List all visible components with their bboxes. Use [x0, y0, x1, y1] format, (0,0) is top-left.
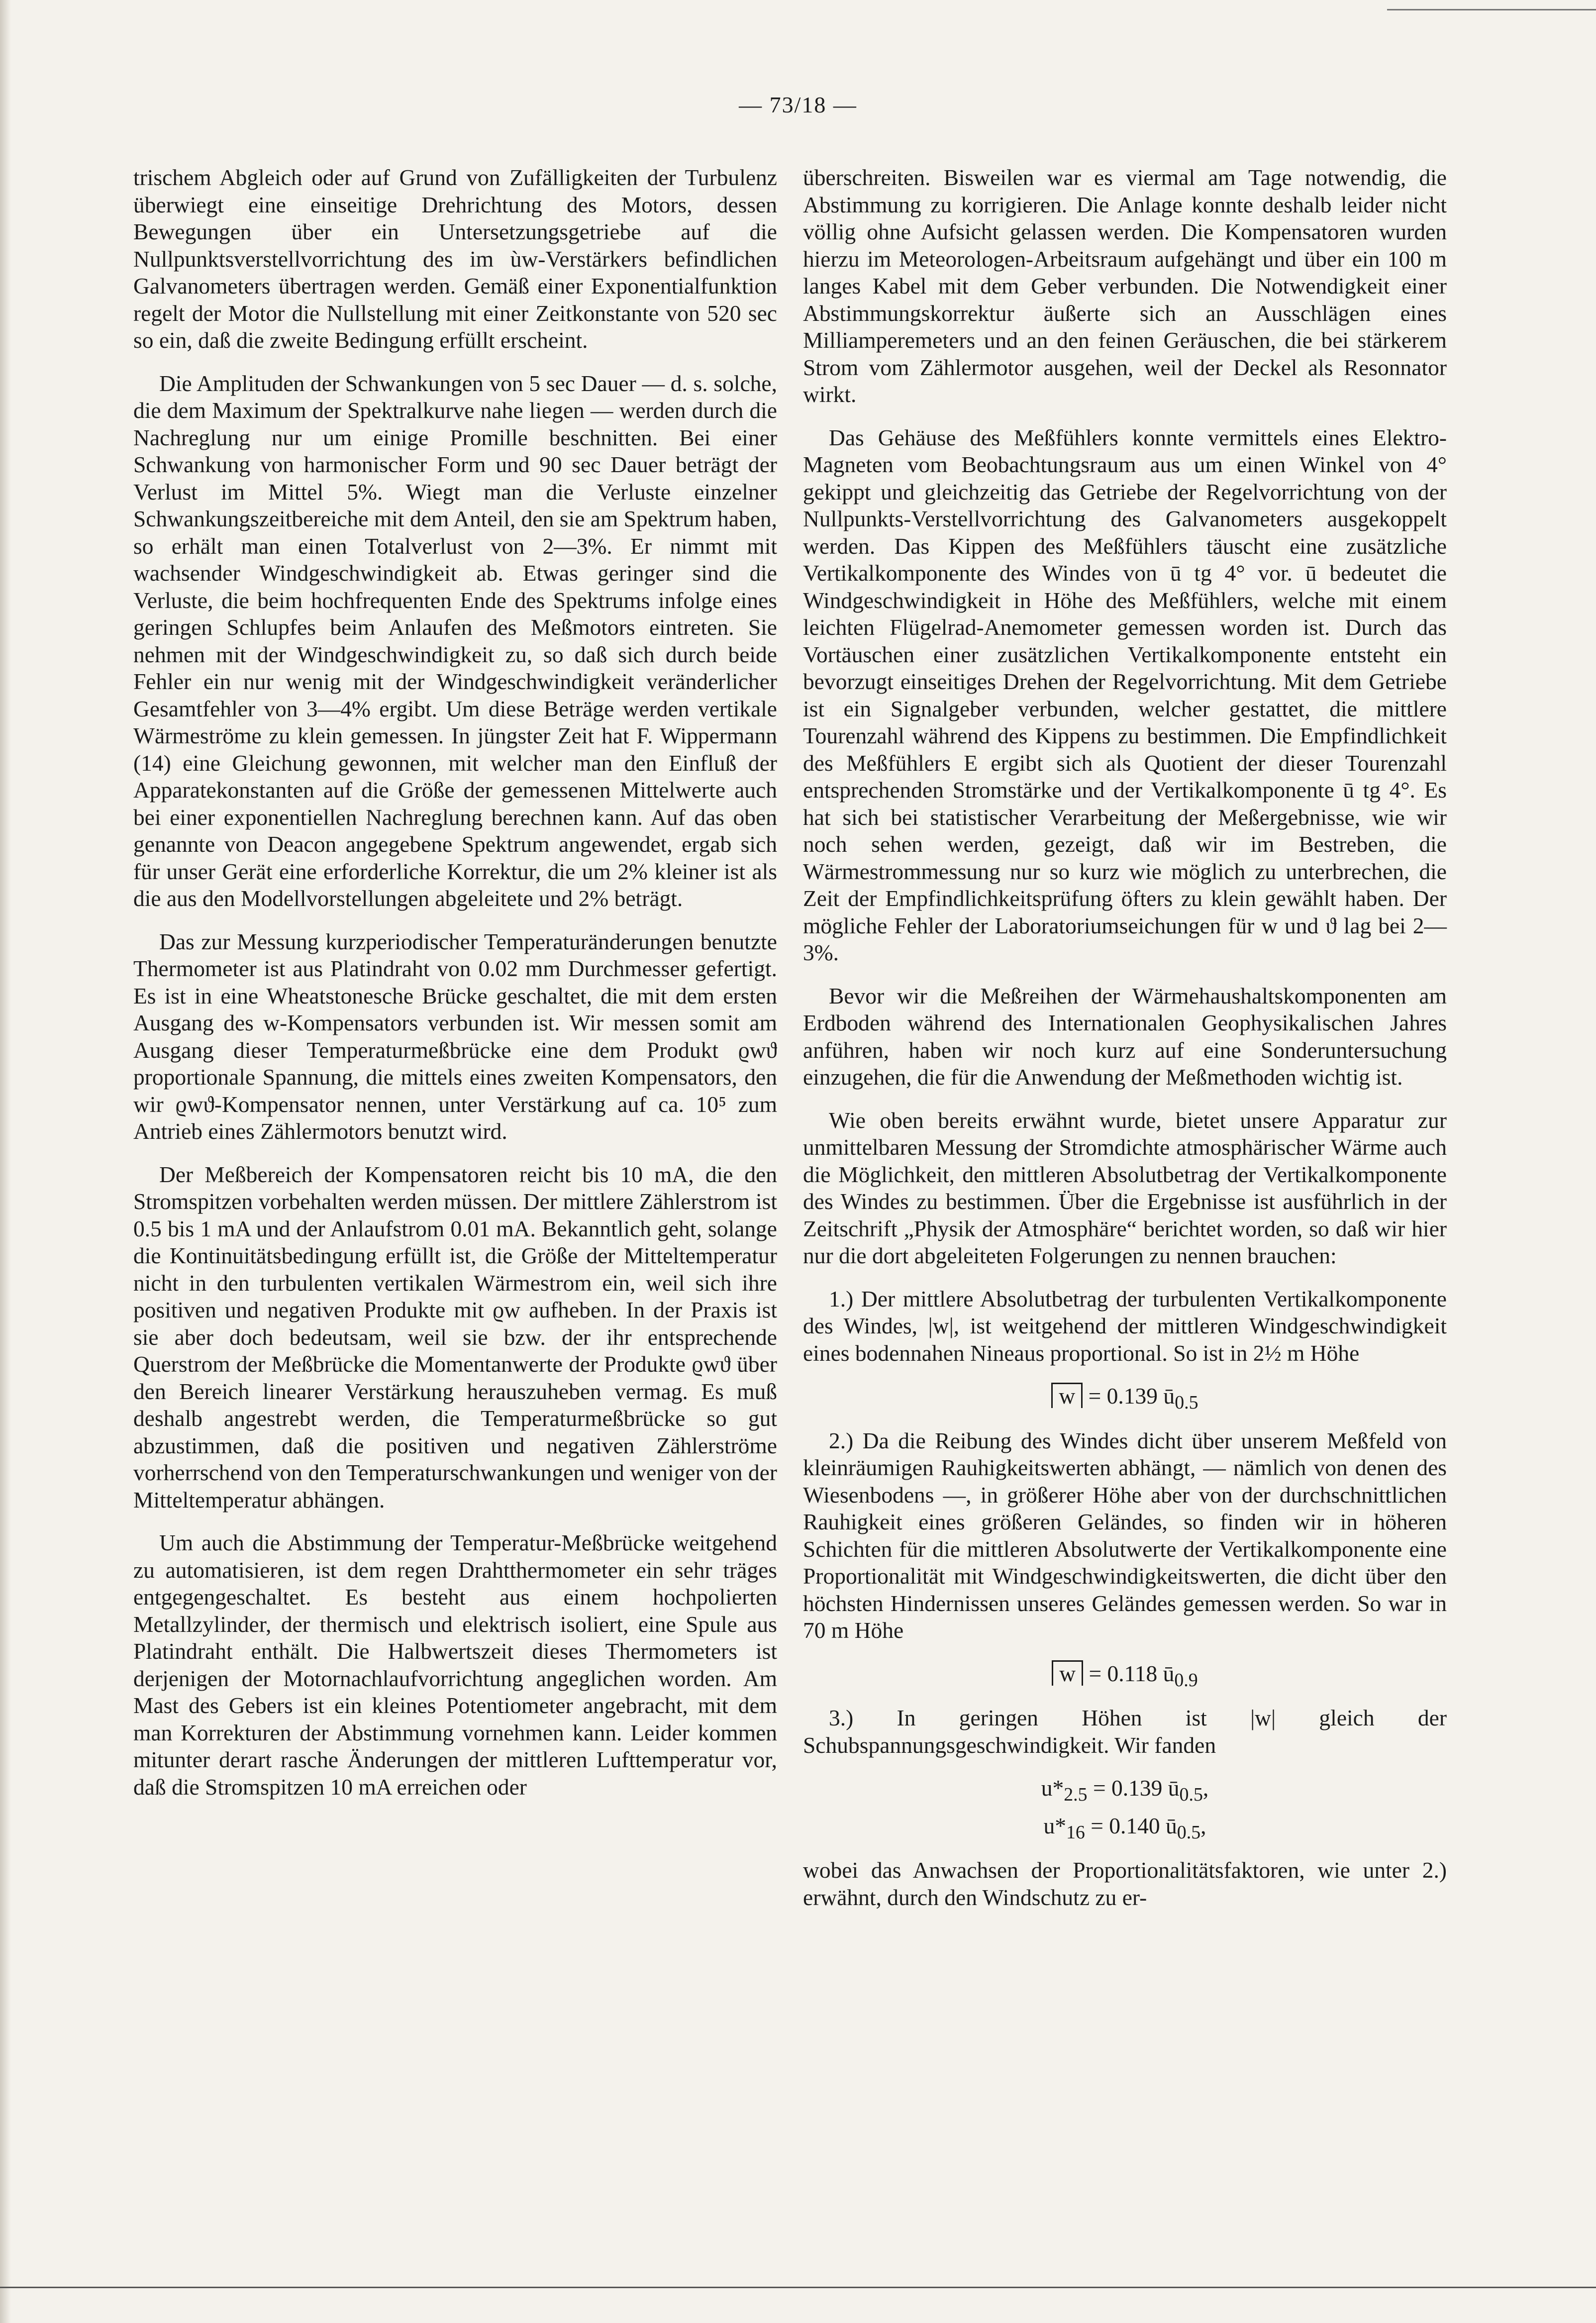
- paragraph: Um auch die Abstimmung der Temperatur-Meßbrücke weitgehend zu automatisieren, ist dem regen Drahtthermometer ein sehr träges entgegengeschaltet. Es besteht aus einem hochpolierten Metallzylinder, der thermisch und elektrisch isoliert, eine Spule aus Platindraht enthält. Die Halbwertszeit dieses Thermometers ist derjenigen der Motornachlaufvorrichtung angeglichen worden. Am Mast des Gebers ist ein kleines Potentiometer angebracht, mit dem man Korrekturen der Abstimmung vornehmen kann. Leider kommen mitunter derart rasche Änderungen der mittleren Lufttemperatur vor, daß die Stromspitzen 10 mA erreichen oder: [133, 1530, 777, 1800]
- eq-lhs-sub: 16: [1066, 1821, 1085, 1843]
- eq-tail: ,: [1200, 1813, 1206, 1838]
- eq-lhs: u*: [1043, 1813, 1066, 1838]
- eq-rhs: = 0.139 ū: [1088, 1383, 1175, 1409]
- scan-edge-bottom: [0, 2287, 1596, 2288]
- eq-sub: 0.9: [1174, 1669, 1198, 1691]
- paragraph: Das zur Messung kurzperiodischer Temperaturänderungen benutzte Thermometer ist aus Platindraht von 0.02 mm Durchmesser gefertigt. Es ist in eine Wheatstonesche Brücke geschaltet, die mit dem ersten Ausgang des w-Kompensators verbunden ist. Wir messen somit am Ausgang dieser Temperaturmeßbrücke eine dem Produkt ϱwϑ proportionale Spannung, die mittels eines zweiten Kompensators, den wir ϱwϑ-Kompensator nennen, unter Verstärkung auf ca. 10⁵ zum Antrieb eines Zählermotors benutzt wird.: [133, 928, 777, 1144]
- paragraph: überschreiten. Bisweilen war es viermal am Tage notwendig, die Abstimmung zu korrigieren. Die Anlage konnte deshalb leider nicht völlig ohne Aufsicht gelassen werden. Die Kompensatoren wurden hierzu im Meteorologen-Arbeitsraum aufgehängt und über ein 100 m langes Kabel mit dem Geber verbunden. Die Notwendigkeit einer Abstimmungskorrektur äußerte sich an Ausschlägen eines Milliamperemeters und an den feinen Geräuschen, die bei stärkerem Strom vom Zählermotor ausgehen, weil der Deckel als Resonnator wirkt.: [803, 165, 1447, 407]
- left-column: [133, 164, 777, 1817]
- eq-rhs: = 0.140 ū: [1091, 1813, 1177, 1838]
- eq-rhs: = 0.118 ū: [1089, 1660, 1175, 1686]
- paragraph: Das Gehäuse des Meßfühlers konnte vermittels eines Elektro-Magneten vom Beobachtungsraum aus um einen Winkel von 4° gekippt und gleichzeitig das Getriebe der Regelvorrichtung von der Nullpunkts-Verstellvorrichtung des Galvanometers ausgekoppelt werden. Das Kippen des Meßfühlers täuscht eine zusätzliche Vertikalkomponente des Windes von ū tg 4° vor. ū bedeutet die Windgeschwindigkeit in Höhe des Meßfühlers, welche mit einem leichten Flügelrad-Anemometer gemessen worden ist. Durch das Vortäuschen einer zusätzlichen Vertikalkomponente entsteht ein bevorzugt einseitiges Drehen der Regelvorrichtung. Mit dem Getriebe ist ein Signalgeber verbunden, welcher gestattet, die mittlere Tourenzahl während des Kippens zu bestimmen. Die Empfindlichkeit des Meßfühlers E ergibt sich als Quotient der dieser Tourenzahl entsprechenden Stromstärke und der Vertikalkomponente ū tg 4°. Es hat sich bei statistischer Verarbeitung der Meßergebnisse, wie wir noch sehen werden, gezeigt, daß wir im Bestreben, die Wärmestrommessung nur so kurz wie möglich zu unterbrechen, die Zeit der Empfindlichkeitsprüfung öfters zu klein gewählt haben. Der mögliche Fehler der Laboratoriumseichungen für w und ϑ lag bei 2—3%.: [803, 424, 1447, 965]
- paragraph: Wie oben bereits erwähnt wurde, bietet unsere Apparatur zur unmittelbaren Messung der Stromdichte atmosphärischer Wärme auch die Möglichkeit, den mittleren Absolutbetrag der Vertikalkomponente des Windes zu bestimmen. Über die Ergebnisse ist ausführlich in der Zeitschrift „Physik der Atmosphäre“ berichtet worden, so daß wir hier nur die dort abgeleiteten Folgerungen zu nennen brauchen:: [803, 1107, 1447, 1268]
- paragraph: trischem Abgleich oder auf Grund von Zufälligkeiten der Turbulenz überwiegt eine einseitige Drehrichtung des Motors, dessen Bewegungen über ein Untersetzungsgetriebe auf die Nullpunktsverstellvorrichtung des im ùw-Verstärkers befindlichen Galvanometers übertragen werden. Gemäß einer Exponentialfunktion regelt der Motor die Nullstellung mit einer Zeitkonstante von 520 sec so ein, daß die zweite Bedingung erfüllt erscheint.: [133, 165, 777, 353]
- equation-3: [803, 1775, 1447, 1809]
- equation-1: [803, 1383, 1447, 1416]
- paragraph: Der Meßbereich der Kompensatoren reicht bis 10 mA, die den Stromspitzen vorbehalten werden müssen. Der mittlere Zählerstrom ist 0.5 bis 1 mA und der Anlaufstrom 0.01 mA. Bekanntlich geht, solange die Kontinuitätsbedingung erfüllt ist, die Größe der Mitteltemperatur nicht in den turbulenten vertikalen Wärmestrom ein, weil sich ihre positiven und negativen Produkte mit ϱw aufheben. In der Praxis ist sie aber doch bedeutsam, weil sie bzw. der ihr entsprechende Querstrom der Meßbrücke die Momentanwerte der Produkte ϱwϑ über den Bereich linearer Verstärkung herauszuheben vermag. Es muß deshalb angestrebt werden, die Temperaturmeßbrücke so gut abzustimmen, daß die positiven und negativen Zählerströme vorherrschend von den Temperaturschwankungen und weniger von der Mitteltemperatur abhängen.: [133, 1161, 777, 1513]
- page-number: — 73/18 —: [739, 92, 857, 117]
- paragraph: 2.) Da die Reibung des Windes dicht über unserem Meßfeld von kleinräumigen Rauhigkeitswerten abhängt, — nämlich von denen des Wiesenbodens —, in größerer Höhe aber von der durchschnittlichen Rauhigkeit eines größeren Geländes, so finden wir in höheren Schichten für die mittleren Absolutwerte der Vertikalkomponente eine Proportionalität mit Windgeschwindigkeitswerten, die dicht über den höchsten Hindernissen unseres Geländes gemessen werden. So war in 70 m Höhe: [803, 1427, 1447, 1643]
- paragraph: wobei das Anwachsen der Proportionalitätsfaktoren, wie unter 2.) erwähnt, durch den Windschutz zu er-: [803, 1857, 1447, 1910]
- scan-shadow-left: [0, 0, 11, 2323]
- eq-abs-w: w: [1052, 1660, 1083, 1686]
- right-column: [803, 164, 1447, 1927]
- equation-2: [803, 1660, 1447, 1694]
- eq-sub: 0.5: [1179, 1784, 1203, 1806]
- paragraph: Bevor wir die Meßreihen der Wärmehaushaltskomponenten am Erdboden während des Internationalen Geophysikalischen Jahres anführen, haben wir noch kurz auf eine Sonderuntersuchung einzugehen, die für die Anwendung der Meßmethoden wichtig ist.: [803, 983, 1447, 1090]
- eq-abs-w: w: [1051, 1383, 1083, 1408]
- equation-4: [803, 1813, 1447, 1846]
- paragraph: 1.) Der mittlere Absolutbetrag der turbulenten Vertikalkomponente des Windes, |w|, ist weitgehend der mittleren Windgeschwindigkeit eines bodennahen Nineaus proportional. So ist in 2½ m Höhe: [803, 1286, 1447, 1366]
- eq-lhs-sub: 2.5: [1064, 1784, 1088, 1806]
- eq-lhs: u*: [1041, 1775, 1064, 1801]
- scan-edge-top: [1387, 9, 1596, 10]
- eq-tail: ,: [1202, 1775, 1209, 1801]
- paragraph: 3.) In geringen Höhen ist |w| gleich der Schubspannungsgeschwindigkeit. Wir fanden: [803, 1705, 1447, 1758]
- paragraph: Die Amplituden der Schwankungen von 5 sec Dauer — d. s. solche, die dem Maximum der Spektralkurve nahe liegen — werden durch die Nachreglung nur um einige Promille beschnitten. Bei einer Schwankung von harmonischer Form und 90 sec Dauer beträgt der Verlust im Mittel 5%. Wiegt man die Verluste einzelner Schwankungszeitbereiche mit dem Anteil, den sie am Spektrum haben, so erhält man einen Totalverlust von 2—3%. Er nimmt mit wachsender Windgeschwindigkeit ab. Etwas geringer sind die Verluste, die beim hochfrequenten Ende des Spektrums infolge eines geringen Schlupfes beim Anlaufen des Meßmotors eintreten. Sie nehmen mit der Windgeschwindigkeit zu, so daß sich durch beide Fehler ein nur wenig mit der Windgeschwindigkeit veränderlicher Gesamtfehler von 3—4% ergibt. Um diese Beträge werden vertikale Wärmeströme zu klein gemessen. In jüngster Zeit hat F. Wippermann (14) eine Gleichung gewonnen, mit welcher man den Einfluß der Apparatekonstanten auf die Größe der gemessenen Mittelwerte auch bei einer exponentiellen Nachreglung berechnen kann. Auf das oben genannte von Deacon angegebene Spektrum angewendet, ergab sich für unser Gerät eine erforderliche Korrektur, die um 2% kleiner ist als die aus den Modellvorstellungen abgeleitete und 2% beträgt.: [133, 370, 777, 911]
- eq-sub: 0.5: [1175, 1392, 1198, 1414]
- eq-sub: 0.5: [1177, 1821, 1201, 1843]
- eq-rhs: = 0.139 ū: [1093, 1775, 1180, 1801]
